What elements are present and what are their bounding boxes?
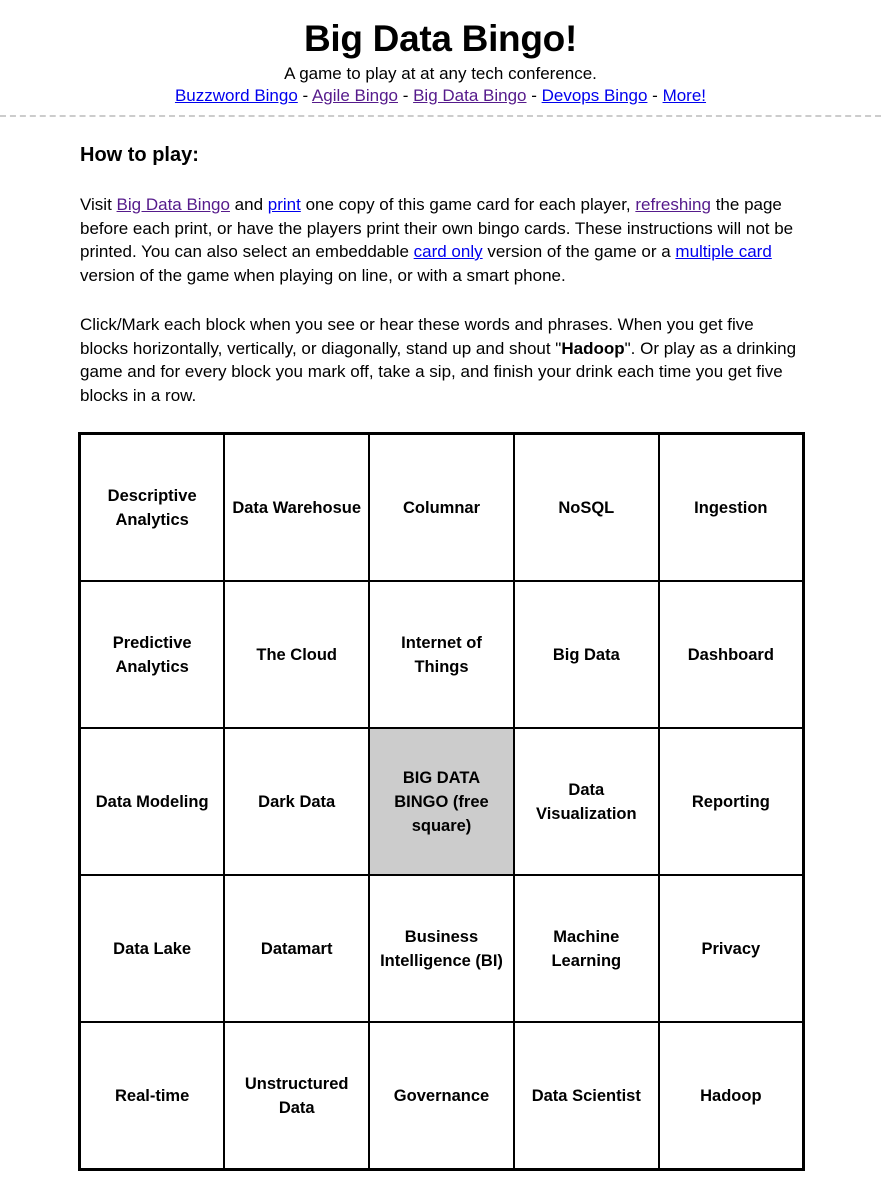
- text-run: version of the game when playing on line, or with a smart phone.: [80, 265, 566, 285]
- bingo-cell[interactable]: [369, 875, 514, 1022]
- nav-separator: -: [647, 86, 663, 105]
- page-title: Big Data Bingo!: [304, 18, 577, 59]
- header-divider: [0, 115, 881, 117]
- bingo-cell-label: Data Scientist: [531, 1086, 641, 1105]
- instructions-paragraph-1: [80, 193, 803, 287]
- bingo-cell-label: Predictive Analytics: [112, 633, 192, 676]
- bingo-cell[interactable]: [514, 1022, 659, 1170]
- bingo-row: [80, 728, 804, 875]
- bingo-row: [80, 581, 804, 728]
- bingo-cell[interactable]: [659, 581, 804, 728]
- bingo-cell[interactable]: [224, 434, 369, 582]
- bingo-cell-label: Business Intelligence (BI): [380, 927, 503, 970]
- bingo-cell-label: Big Data: [552, 645, 620, 664]
- bingo-cell-label: Dashboard: [687, 645, 774, 664]
- bingo-cell-label: Data Warehosue: [232, 498, 362, 517]
- bingo-cell[interactable]: [659, 875, 804, 1022]
- page-subtitle: A game to play at at any tech conference.: [284, 64, 597, 83]
- text-run: one copy of this game card for each player,: [300, 195, 636, 214]
- primary-nav: [0, 85, 881, 107]
- bingo-row: [80, 434, 804, 582]
- bingo-cell[interactable]: [514, 434, 659, 582]
- bingo-cell-label: Hadoop: [700, 1086, 762, 1105]
- text-run: ". Or play as a drinking game and for every block you mark off, take a sip, and finish your drink each time you get five blocks in a row.: [80, 338, 797, 405]
- bingo-cell-label: Unstructured Data: [244, 1074, 349, 1117]
- site-header: [0, 0, 881, 117]
- nav-link-big-data-bingo[interactable]: Big Data Bingo: [413, 86, 527, 105]
- nav-link-devops-bingo[interactable]: Devops Bingo: [541, 86, 648, 105]
- bingo-cell[interactable]: [369, 434, 514, 582]
- bingo-row: [80, 1022, 804, 1170]
- bingo-row: [80, 875, 804, 1022]
- bingo-cell[interactable]: [80, 1022, 225, 1170]
- instructions-section: [0, 143, 881, 407]
- bingo-cell-label: Reporting: [691, 792, 770, 811]
- inline-link-refreshing[interactable]: refreshing: [635, 195, 711, 214]
- bingo-cell-label: NoSQL: [558, 498, 615, 517]
- bingo-cell[interactable]: [80, 434, 225, 582]
- inline-link-card-only[interactable]: card only: [413, 242, 483, 261]
- bingo-cell[interactable]: [80, 581, 225, 728]
- bingo-cell-label: Ingestion: [694, 498, 768, 517]
- text-run: the page before each print, or have the players print their own bingo cards. These instructions will not be printed. You can also select an embeddable: [80, 195, 794, 261]
- bingo-cell-free-square[interactable]: [369, 728, 514, 875]
- bingo-cell[interactable]: [80, 728, 225, 875]
- bingo-cell[interactable]: [369, 1022, 514, 1170]
- bingo-cell-label: Columnar: [402, 498, 480, 517]
- bingo-cell-label: Machine Learning: [551, 927, 622, 970]
- bingo-cell-label: Real-time: [115, 1086, 190, 1105]
- bingo-cell-label: Governance: [393, 1086, 490, 1105]
- shout-word: Hadoop: [561, 338, 625, 358]
- inline-link-print[interactable]: print: [267, 195, 301, 214]
- text-run: Click/Mark each block when you see or hear these words and phrases. When you get five blocks horizontally, vertically, or diagonally, stand up and shout ": [80, 315, 754, 358]
- how-to-play-heading: How to play:: [80, 144, 199, 166]
- text-run: and: [229, 195, 268, 214]
- bingo-card-container: [0, 432, 881, 1171]
- bingo-cell[interactable]: [514, 728, 659, 875]
- nav-link-agile-bingo[interactable]: Agile Bingo: [311, 86, 398, 105]
- bingo-cell[interactable]: [224, 1022, 369, 1170]
- bingo-cell[interactable]: [514, 581, 659, 728]
- bingo-cell-label: Datamart: [260, 939, 333, 958]
- bingo-cell[interactable]: [659, 728, 804, 875]
- bingo-cell-label: The Cloud: [256, 645, 338, 664]
- inline-link-multiple-card[interactable]: multiple card: [675, 242, 772, 261]
- bingo-cell-label: Data Modeling: [95, 792, 209, 811]
- bingo-cell[interactable]: [80, 875, 225, 1022]
- bingo-cell[interactable]: [659, 1022, 804, 1170]
- bingo-card: [78, 432, 805, 1171]
- text-run: Visit: [80, 195, 117, 214]
- bingo-cell[interactable]: [224, 581, 369, 728]
- nav-link-buzzword-bingo[interactable]: Buzzword Bingo: [174, 86, 298, 105]
- nav-link-more[interactable]: More!: [662, 86, 707, 105]
- bingo-cell[interactable]: [224, 875, 369, 1022]
- bingo-cell[interactable]: [659, 434, 804, 582]
- bingo-cell-label: BIG DATA BINGO (free square): [394, 768, 489, 835]
- bingo-cell-label: Privacy: [701, 939, 761, 958]
- bingo-cell[interactable]: [369, 581, 514, 728]
- bingo-cell-label: Descriptive Analytics: [107, 486, 197, 529]
- bingo-cell-label: Dark Data: [258, 792, 336, 811]
- bingo-cell-label: Data Lake: [113, 939, 192, 958]
- instructions-paragraph-2: [80, 313, 803, 407]
- bingo-cell[interactable]: [514, 875, 659, 1022]
- nav-separator: -: [297, 86, 312, 105]
- nav-separator: -: [397, 86, 414, 105]
- bingo-cell-label: Internet of Things: [401, 633, 482, 676]
- text-run: version of the game or a: [482, 242, 676, 261]
- bingo-cell-label: Data Visualization: [536, 780, 637, 823]
- bingo-cell[interactable]: [224, 728, 369, 875]
- nav-separator: -: [526, 86, 542, 105]
- inline-link-big-data-bingo[interactable]: Big Data Bingo: [116, 195, 230, 214]
